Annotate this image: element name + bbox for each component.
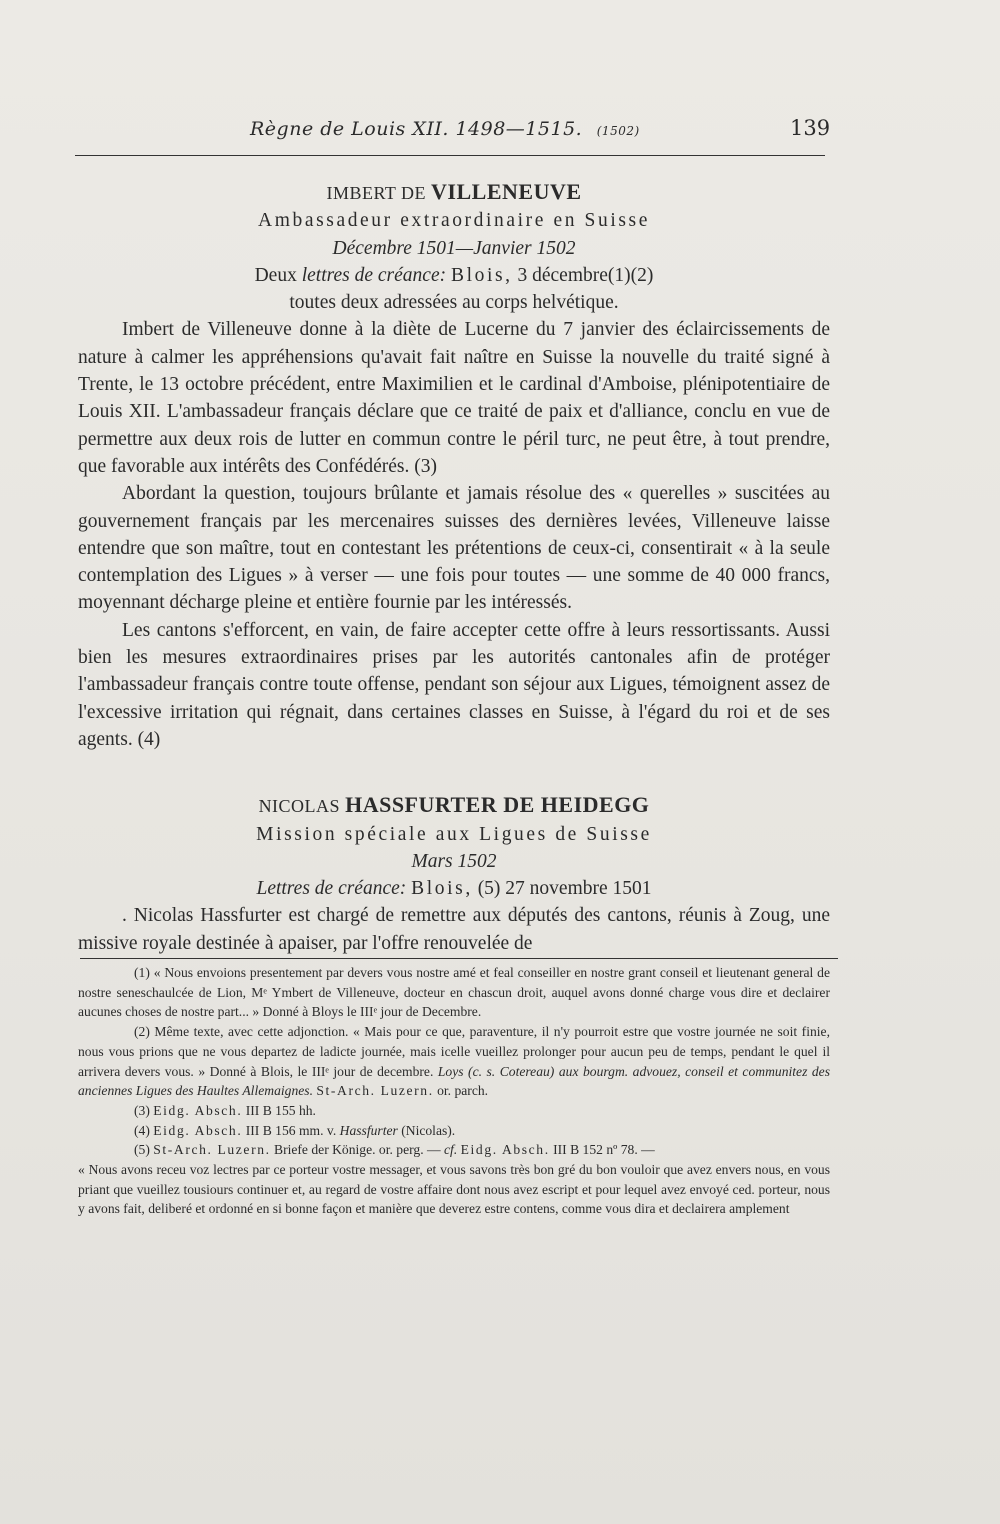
- footnote-4-name: Hassfurter: [339, 1122, 398, 1138]
- footnote-4-source: Eidg. Absch.: [153, 1122, 243, 1138]
- section2-cred-place: Blois,: [411, 878, 473, 900]
- footnote-1: (1) « Nous envoions presentement par devers vous nostre amé et feal conseiller en nostre grant conseil et lieutenant general de nostre seneschaulcée de Lion, Mᵉ Ymbert de Villeneuve, docteur en chascun droit, auquel avons donné charge vous dire et declairer aucunes choses de nostre part... » Donné à Bloys le IIIᵉ jour de Decembre.: [78, 965, 830, 1020]
- section1-paragraph-3: Les cantons s'efforcent, en vain, de faire accepter cette offre à leurs ressortissants. Aussi bien les mesures extraordinaires prises par les autorités cantonales afin de protéger l'ambassadeur français contre toute offense, pendant son séjour aux Ligues, témoignent assez de l'excessive irritation qui régnait, dans certaines classes en Suisse, à l'égard du roi et de ses agents. (4): [78, 619, 830, 750]
- section1-cred-prefix: Deux: [254, 264, 297, 286]
- section1-cred-place: Blois,: [450, 264, 513, 286]
- section1-credentials: [78, 262, 830, 289]
- section1-cred-line2: toutes deux adressées au corps helvétique.: [289, 292, 619, 314]
- running-title: Règne de Louis XII. 1498—1515.: [250, 118, 583, 140]
- footnote-5-number: (5): [134, 1142, 150, 1158]
- section1-cred-label: lettres de créance:: [301, 264, 447, 286]
- section1-dates: Décembre 1501—Janvier 1502: [332, 237, 576, 259]
- section2-paragraph: . Nicolas Hassfurter est chargé de remettre aux députés des cantons, réunis à Zoug, une missive royale destinée à apaiser, par l'offre renouvelée de: [78, 905, 830, 954]
- footnote-2-signers: Loys (c. s. Cotereau): [437, 1063, 555, 1079]
- section1-role: Ambassadeur extraordinaire en Suisse: [258, 210, 650, 232]
- section1-name-main: VILLENEUVE: [431, 179, 582, 204]
- footnote-4-tail: (Nicolas).: [401, 1122, 456, 1138]
- footnote-5: [78, 1140, 830, 1160]
- section2-cred-date: (5) 27 novembre 1501: [477, 878, 652, 900]
- footnotes: [78, 963, 830, 1219]
- footnote-5-cf: cf.: [444, 1142, 458, 1158]
- footnote-3: [78, 1101, 830, 1121]
- footnote-4-ref: III B 156 mm. v.: [245, 1122, 337, 1138]
- footnote-3-source: Eidg. Absch.: [153, 1102, 243, 1118]
- footnote-5-middle: Briefe der Könige. or. perg. —: [274, 1142, 441, 1158]
- footnote-4-number: (4): [134, 1122, 150, 1138]
- footnote-3-ref: III B 155 hh.: [245, 1102, 316, 1118]
- footnote-4: [78, 1121, 830, 1141]
- footnote-2-source: St-Arch. Luzern.: [316, 1083, 434, 1099]
- running-year: (1502): [596, 124, 640, 138]
- footnote-5-quote: « Nous avons receu voz lectres par ce porteur vostre messager, et vous savons très bon gré du bon vouloir que avez envers nous, en vous priant que vueillez tousiours continuer et, au regard de vostre affaire dont nous avez escript et pour lequel avez envoyé ced. porteur, nous y avons fait, deliberé et ordonné en si bonne façon et manière que deverez estre contens, comme vous dira et declairera amplement: [78, 1162, 830, 1217]
- section2-name-main: HASSFURTER DE HEIDEGG: [345, 792, 650, 818]
- footnote-rule: [80, 958, 838, 959]
- footnote-2: [78, 1022, 830, 1101]
- section2-dates: Mars 1502: [411, 850, 497, 872]
- section2-credentials: [78, 875, 830, 902]
- footnote-5-ref: III B 152 nº 78. —: [553, 1142, 655, 1158]
- section2-role: Mission spéciale aux Ligues de Suisse: [256, 823, 652, 845]
- section1-paragraph-1: Imbert de Villeneuve donne à la diète de Lucerne du 7 janvier des éclaircissements de nature à calmer les appréhensions qu'avait fait naître en Suisse la nouvelle du traité signé à Trente, le 13 octobre précédent, entre Maximilien et le cardinal d'Amboise, plénipotentiaire de Louis XII. L'ambassadeur français déclare que ce traité de paix et d'alliance, conclu en vue de permettre aux deux rois de lutter en commun contre le péril turc, ne peut être, à tout prendre, que favorable aux intérêts des Confédérés. (3): [78, 319, 830, 477]
- page-number: 139: [790, 116, 831, 140]
- footnote-2-address: aux bourgm. advouez, conseil et communitez des anciennes Ligues des Haultes Allemaignes.: [78, 1063, 830, 1099]
- footnote-5-source: St-Arch. Luzern.: [153, 1142, 271, 1158]
- footnote-2-text: (2) Même texte, avec cette adjonction. « Mais pour ce que, paraventure, il n'y pourroit estre que vostre journée ne soit finie, nous vous prions que ne vous departez de ladicte journée, mais icelle vueillez prolonger pour aucun peu de temps, pendant le quel il arrivera devers vous. » Donné à Blois, le IIIᵉ jour de decembre.: [78, 1024, 830, 1079]
- running-header: [250, 118, 670, 140]
- section1-name-prefix: IMBERT DE: [326, 183, 427, 203]
- section1-heading: [78, 178, 830, 207]
- header-rule: [75, 155, 825, 156]
- section2-heading: [78, 791, 830, 820]
- section1-cred-date: 3 décembre(1)(2): [517, 264, 654, 286]
- footnote-5-source-2: Eidg. Absch.: [460, 1142, 550, 1158]
- section2-name-prefix: NICOLAS: [258, 796, 341, 817]
- section1-paragraph-2: Abordant la question, toujours brûlante et jamais résolue des « querelles » suscitées au gouvernement français par les mercenaires suisses des dernières levées, Villeneuve laisse entendre que son maître, tout en contestant les prétentions de ceux-ci, consentirait « à la seule contemplation des Ligues » à verser — une fois pour toutes — une somme de 40 000 francs, moyennant décharge pleine et entière fournie par les intéressés.: [78, 483, 830, 614]
- footnote-2-source-tail: or. parch.: [437, 1083, 489, 1099]
- main-content: [78, 178, 830, 1219]
- section2-cred-label: Lettres de créance:: [256, 878, 407, 900]
- footnote-3-number: (3): [134, 1102, 150, 1118]
